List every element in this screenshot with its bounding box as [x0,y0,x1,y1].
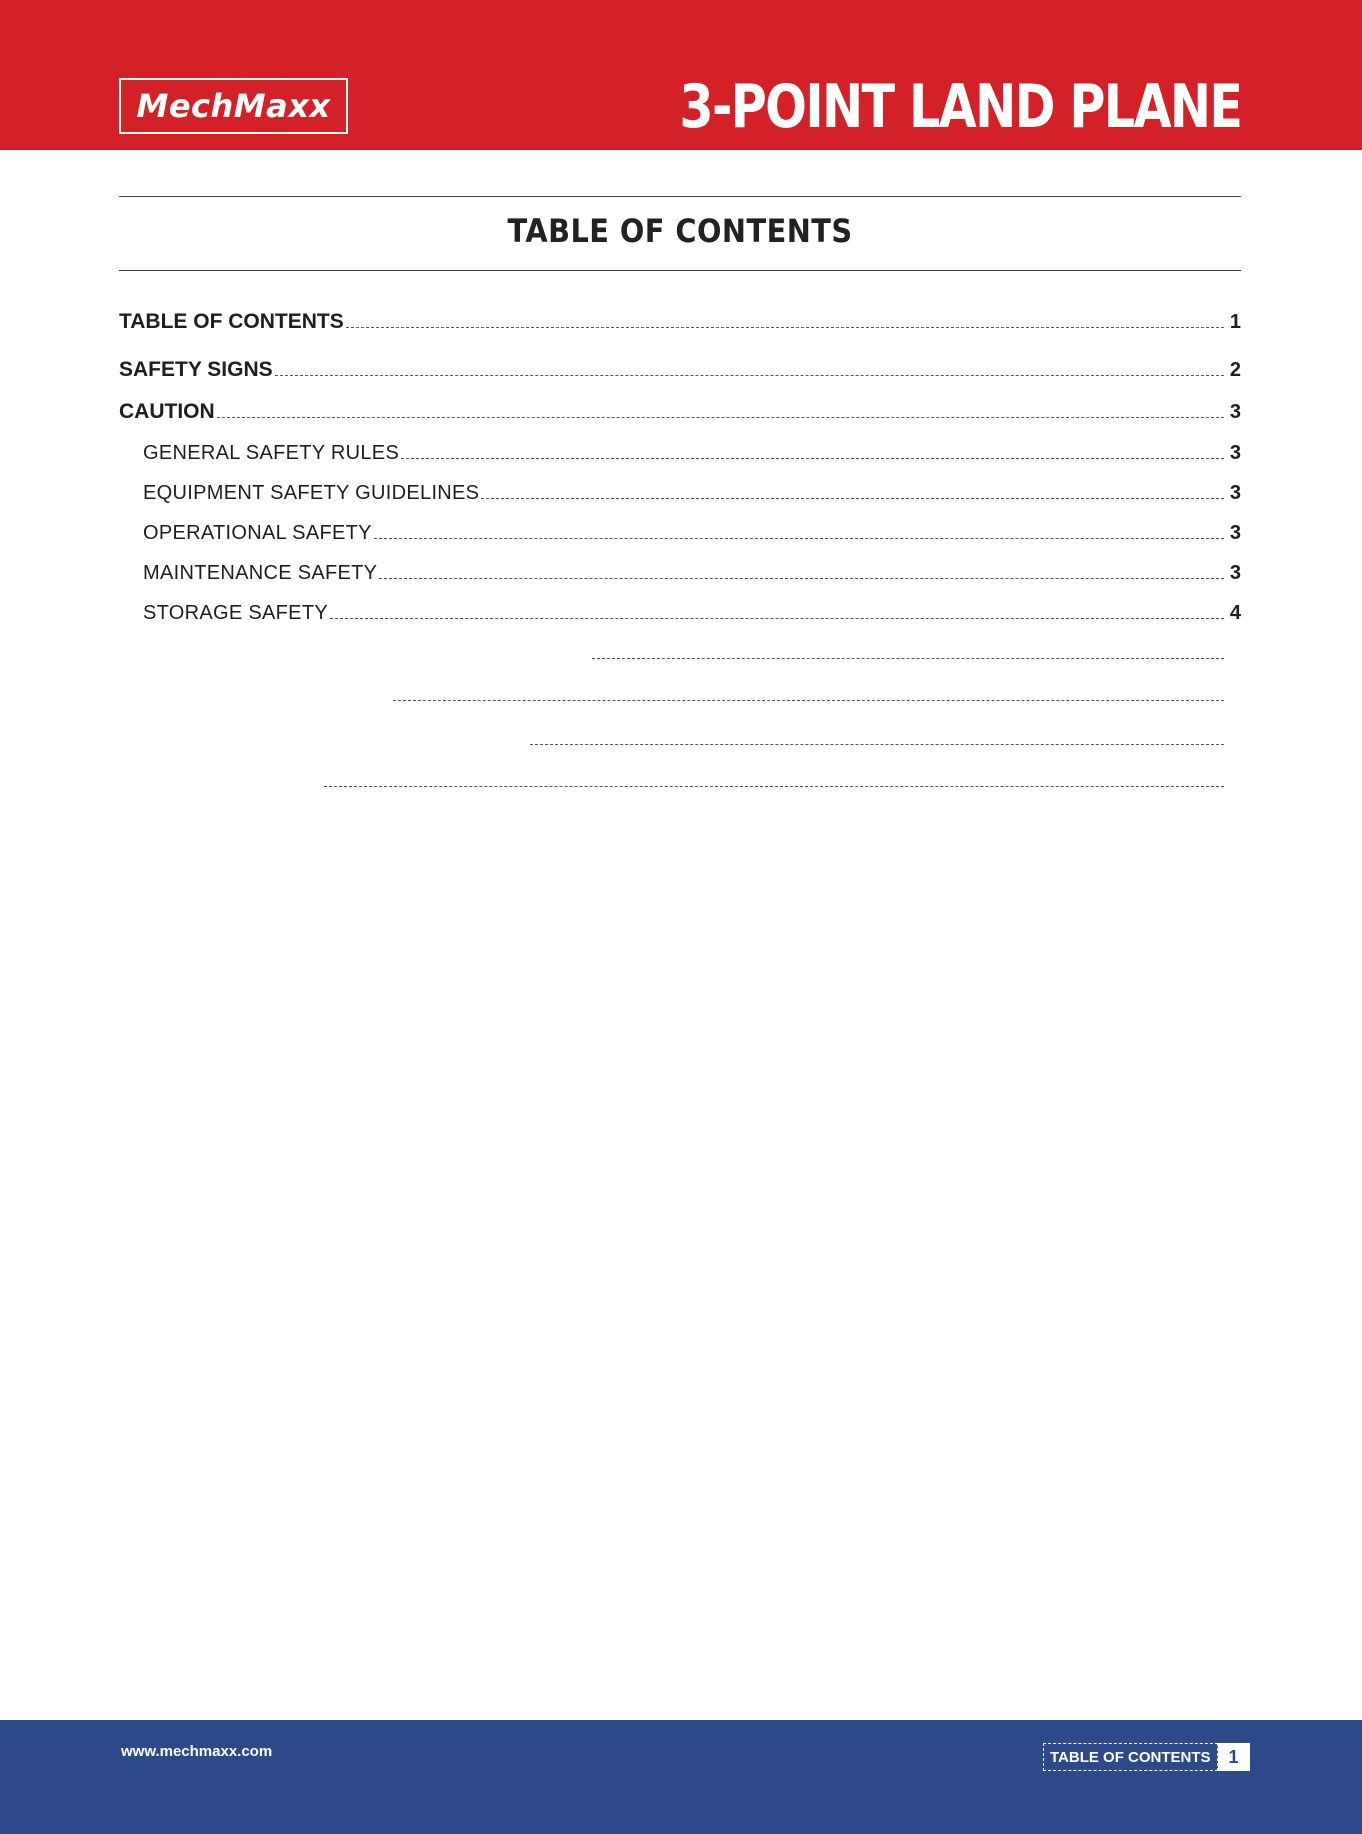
toc-entry-label: GENERAL SAFETY RULES [143,442,400,464]
toc-entry-equipment-safety-guidelines[interactable] [143,475,1241,505]
toc-entry-storage-safety[interactable] [143,595,1241,625]
document-title: 3-POINT LAND PLANE [678,72,1241,142]
website-link[interactable]: www.mechmaxx.com [121,1743,273,1760]
toc-entry-label: CAUTION [119,400,215,423]
toc-entry-label: STORAGE SAFETY [143,602,328,624]
toc-entry-page: 3 [1229,522,1241,544]
toc-entry-operational-safety[interactable] [143,515,1241,545]
toc-entry-table-of-contents[interactable] [119,304,1241,334]
toc-entry-maintenance-safety[interactable] [143,555,1241,585]
footer-bar [0,1720,1362,1834]
toc-entry-page: 2 [1229,359,1241,381]
toc-entry-page: 4 [1229,602,1241,624]
toc-entry-label: EQUIPMENT SAFETY GUIDELINES [143,482,480,504]
toc-entry-caution[interactable] [119,394,1241,424]
footer-section-label: TABLE OF CONTENTS [1043,1743,1218,1771]
dot-leader [330,617,1224,619]
bottom-divider [119,270,1241,271]
empty-leader-line [592,658,1224,659]
empty-leader-line [530,744,1224,745]
toc-entry-general-safety-rules[interactable] [143,435,1241,465]
toc-entry-label: TABLE OF CONTENTS [119,310,344,333]
dot-leader [374,537,1224,539]
dot-leader [401,457,1224,459]
header-bar [0,0,1362,150]
empty-leader-line [324,786,1224,787]
dot-leader [379,577,1224,579]
toc-entry-page: 3 [1229,442,1241,464]
toc-entry-page: 3 [1229,401,1241,423]
toc-entry-page: 3 [1229,562,1241,584]
toc-heading: TABLE OF CONTENTS [507,212,853,250]
toc-entry-page: 1 [1229,311,1241,333]
toc-entry-page: 3 [1229,482,1241,504]
toc-entry-safety-signs[interactable] [119,352,1241,382]
footer-page-number: 1 [1218,1743,1250,1771]
toc-entry-label: SAFETY SIGNS [119,358,273,381]
toc-entry-label: MAINTENANCE SAFETY [143,562,378,584]
brand-logo[interactable]: MechMaxx [119,78,348,134]
dot-leader [346,326,1224,328]
toc-entry-label: OPERATIONAL SAFETY [143,522,372,544]
top-divider [119,196,1241,197]
dot-leader [217,416,1224,418]
empty-leader-line [393,700,1224,701]
dot-leader [481,497,1224,499]
footer-section-tab [1043,1743,1250,1771]
dot-leader [275,374,1224,376]
